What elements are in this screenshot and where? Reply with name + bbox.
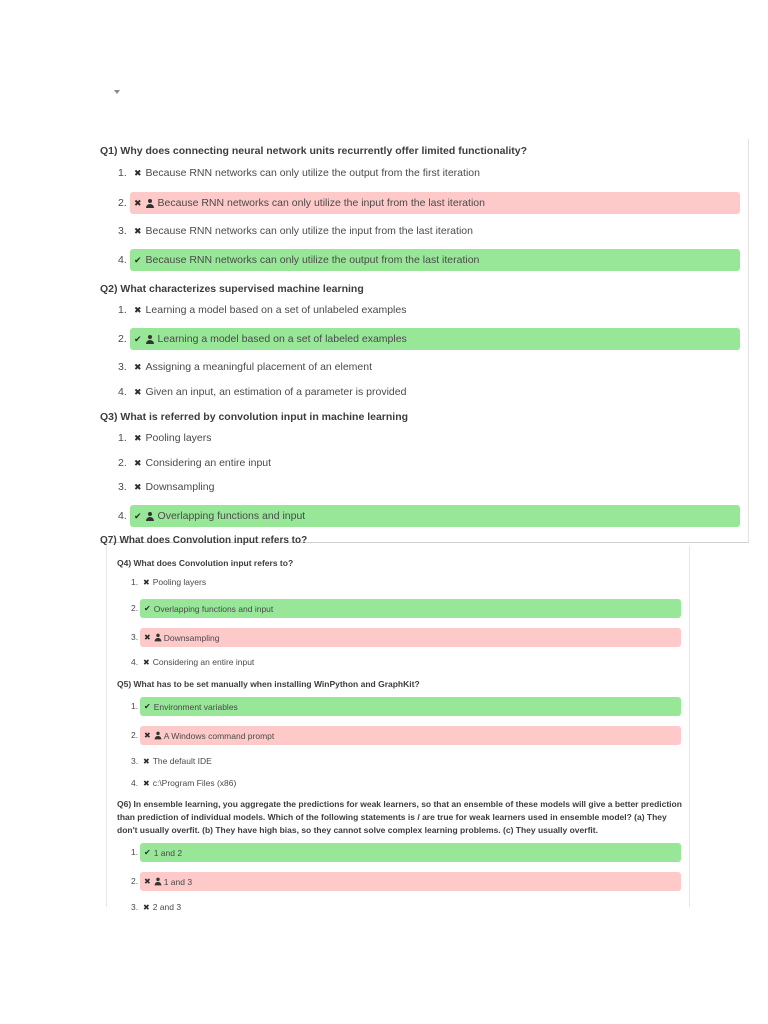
q1-option-4-box: [130, 249, 740, 271]
user-icon: [146, 335, 154, 344]
q3-option-4-box: [130, 505, 740, 527]
q3-option-2: [118, 451, 271, 475]
option-number: 4.: [118, 510, 127, 522]
question-3-title: Q3) What is referred by convolution input in machine learning: [100, 411, 409, 423]
option-number: 4.: [118, 254, 127, 266]
q6-option-1: [131, 842, 683, 862]
option-number: 2.: [131, 876, 139, 886]
q2-option-1: [118, 298, 406, 322]
question-5-title: Q5) What has to be set manually when installing WinPython and GraphKit?: [117, 679, 420, 689]
option-number: 2.: [131, 730, 139, 740]
q5-option-3: [131, 751, 212, 771]
x-icon: ✖: [134, 304, 142, 315]
option-text: 2 and 3: [152, 902, 182, 912]
option-text: Downsampling: [145, 481, 215, 493]
option-text: 1 and 3: [163, 876, 193, 887]
q1-option-2-box: [130, 192, 740, 214]
q4-option-3: [131, 627, 683, 647]
q5-option-4: [131, 773, 236, 793]
x-icon: ✖: [134, 432, 142, 443]
x-icon: ✖: [134, 197, 142, 208]
q6-option-2-box: [140, 872, 681, 891]
x-icon: ✖: [143, 577, 150, 587]
x-icon: ✖: [143, 657, 150, 667]
q1-option-4: [118, 248, 740, 272]
option-text: The default IDE: [152, 756, 212, 766]
x-icon: ✖: [134, 481, 142, 492]
q4-option-1: [131, 572, 206, 592]
x-icon: ✖: [144, 731, 151, 740]
option-number: 3.: [118, 225, 127, 237]
question-1-title: Q1) Why does connecting neural network units recurrently offer limited functionality?: [100, 145, 528, 157]
option-text: Overlapping functions and input: [153, 603, 274, 614]
option-text: c:\Program Files (x86): [152, 778, 237, 788]
q4-option-2-box: [140, 599, 681, 618]
option-text: Because RNN networks can only utilize the output from the last iteration: [145, 254, 480, 266]
option-text: Pooling layers: [145, 432, 212, 444]
q5-option-2: [131, 725, 683, 745]
option-number: 4.: [131, 778, 139, 788]
option-text: Considering an entire input: [152, 657, 255, 667]
option-number: 3.: [118, 481, 127, 493]
user-icon: [146, 512, 154, 521]
option-number: 2.: [118, 197, 127, 209]
option-number: 2.: [118, 333, 127, 345]
q6-option-2: [131, 871, 683, 891]
user-icon: [146, 199, 154, 208]
option-number: 1.: [118, 167, 127, 179]
option-text: Because RNN networks can only utilize the input from the last iteration: [157, 197, 485, 209]
option-text: Assigning a meaningful placement of an element: [145, 361, 373, 373]
option-text: Because RNN networks can only utilize the output from the first iteration: [145, 167, 480, 179]
x-icon: ✖: [143, 902, 150, 912]
x-icon: ✖: [134, 361, 142, 372]
x-icon: ✖: [143, 778, 150, 788]
q6-option-3: [131, 897, 181, 917]
option-text: Learning a model based on a set of labeled examples: [157, 333, 407, 345]
x-icon: ✖: [143, 756, 150, 766]
option-text: Environment variables: [153, 701, 238, 712]
option-number: 1.: [131, 577, 139, 587]
q1-option-3: [118, 219, 473, 243]
user-icon: [154, 878, 161, 886]
option-text: Pooling layers: [152, 577, 207, 587]
x-icon: ✖: [144, 633, 151, 642]
check-icon: ✔: [134, 333, 142, 344]
quiz-results-part2: [106, 546, 690, 912]
q4-option-4: [131, 652, 254, 672]
q5-option-2-box: [140, 726, 681, 745]
user-icon: [154, 634, 161, 642]
option-number: 1.: [131, 701, 139, 711]
check-icon: ✔: [144, 702, 151, 711]
option-text: A Windows command prompt: [163, 730, 275, 741]
check-icon: ✔: [144, 604, 151, 613]
option-number: 3.: [131, 902, 139, 912]
option-text: Overlapping functions and input: [157, 510, 306, 522]
option-number: 2.: [118, 457, 127, 469]
q3-option-3: [118, 475, 214, 499]
q3-option-1: [118, 426, 212, 450]
q1-option-1: [118, 161, 480, 185]
check-icon: ✔: [144, 848, 151, 857]
option-text: Learning a model based on a set of unlabeled examples: [145, 304, 407, 316]
q2-option-2: [118, 327, 740, 351]
option-text: Because RNN networks can only utilize the input from the last iteration: [145, 225, 473, 237]
option-number: 2.: [131, 603, 139, 613]
option-number: 3.: [131, 756, 139, 766]
question-2-title: Q2) What characterizes supervised machine learning: [100, 283, 364, 295]
q4-option-2: [131, 598, 683, 618]
x-icon: ✖: [134, 457, 142, 468]
option-text: 1 and 2: [153, 847, 183, 858]
caret-down-icon[interactable]: [114, 90, 120, 94]
q6-option-1-box: [140, 843, 681, 862]
user-icon: [154, 732, 161, 740]
x-icon: ✖: [134, 225, 142, 236]
option-text: Given an input, an estimation of a parameter is provided: [145, 386, 407, 398]
question-6-title: Q6) In ensemble learning, you aggregate the predictions for weak learners, so that an ensemble of these models will give a better prediction than prediction of individual models. Which of the following statements is / are true for weak learners used in ensemble model? (a) They don't usually overfit. (b) They have high bias, so they cannot solve complex learning problems. (c) They usually overfit.: [117, 799, 682, 835]
q2-option-4: [118, 380, 406, 404]
x-icon: ✖: [134, 386, 142, 397]
q4-option-3-box: [140, 628, 681, 647]
option-number: 3.: [118, 361, 127, 373]
q1-option-2: [118, 191, 740, 215]
check-icon: ✔: [134, 510, 142, 521]
option-number: 1.: [131, 847, 139, 857]
option-number: 4.: [118, 386, 127, 398]
q5-option-1: [131, 696, 683, 716]
q3-option-4: [118, 504, 740, 528]
option-number: 4.: [131, 657, 139, 667]
x-icon: ✖: [134, 167, 142, 178]
x-icon: ✖: [144, 877, 151, 886]
option-number: 3.: [131, 632, 139, 642]
q2-option-3: [118, 355, 372, 379]
option-text: Downsampling: [163, 632, 220, 643]
q2-option-2-box: [130, 328, 740, 350]
option-number: 1.: [118, 304, 127, 316]
q5-option-1-box: [140, 697, 681, 716]
check-icon: ✔: [134, 254, 142, 265]
question-4-title: Q4) What does Convolution input refers to?: [117, 558, 294, 568]
option-text: Considering an entire input: [145, 457, 272, 469]
cut-off-question-line: Q7) What does Convolution input refers to?: [100, 535, 308, 546]
quiz-results-part1: [100, 139, 749, 546]
option-number: 1.: [118, 432, 127, 444]
